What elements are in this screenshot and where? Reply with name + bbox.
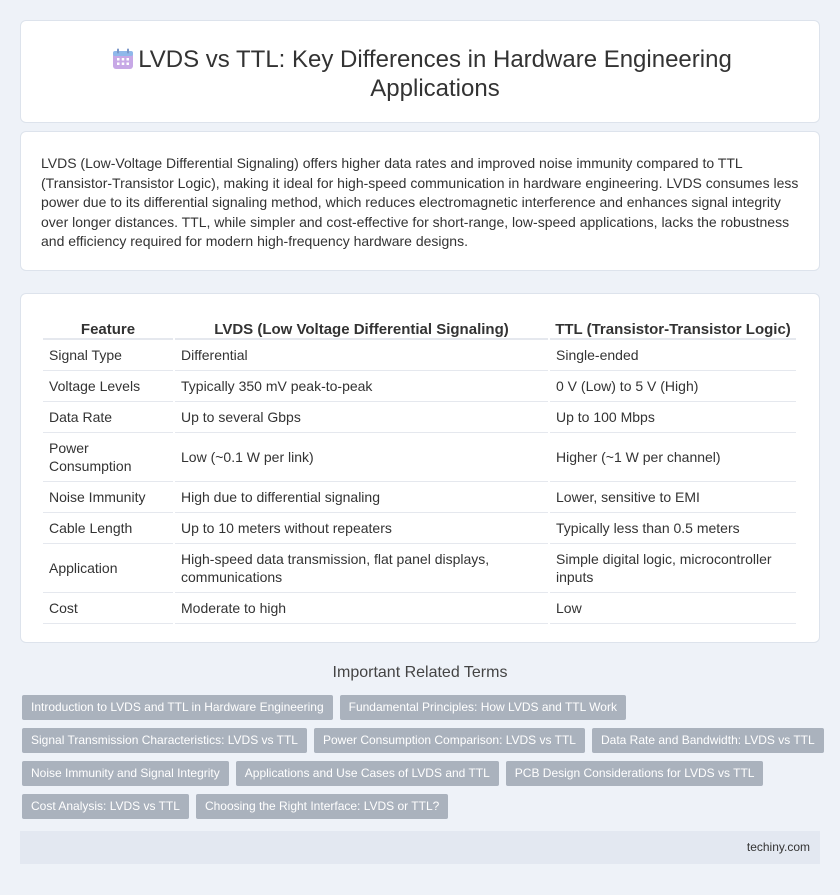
table-row [43,402,796,433]
table-row [43,544,796,593]
table-cell: Lower, sensitive to EMI [550,482,796,513]
table-cell: Power Consumption [43,433,173,482]
column-header-lvds: LVDS (Low Voltage Differential Signaling) [175,316,548,340]
table-cell: Cable Length [43,513,173,544]
table-cell: High-speed data transmission, flat panel displays, communications [175,544,548,593]
comparison-table-card [20,293,820,643]
tag-row [22,761,822,786]
footer-site-link[interactable]: techiny.com [746,840,810,854]
table-header-row [43,316,796,340]
title-card [20,20,820,123]
related-term-tag[interactable]: Cost Analysis: LVDS vs TTL [22,794,189,819]
table-row [43,371,796,402]
table-cell: Noise Immunity [43,482,173,513]
table-cell: Data Rate [43,402,173,433]
footer [20,831,820,864]
table-row [43,593,796,624]
related-terms-list [22,695,822,827]
tag-row [22,695,822,720]
column-header-ttl: TTL (Transistor-Transistor Logic) [550,316,796,340]
related-term-tag[interactable]: Introduction to LVDS and TTL in Hardware Engineering [22,695,333,720]
table-cell: Up to several Gbps [175,402,548,433]
intro-card [20,131,820,271]
tag-row [22,728,822,753]
related-terms-heading: Important Related Terms [332,664,508,681]
page-title: LVDS vs TTL: Key Differences in Hardware Engineering Applications [138,46,732,102]
table-cell: High due to differential signaling [175,482,548,513]
table-cell: Cost [43,593,173,624]
related-term-tag[interactable]: Signal Transmission Characteristics: LVDS vs TTL [22,728,307,753]
table-row [43,513,796,544]
table-cell: Application [43,544,173,593]
table-cell: Differential [175,340,548,371]
related-term-tag[interactable]: Data Rate and Bandwidth: LVDS vs TTL [592,728,824,753]
related-term-tag[interactable]: Power Consumption Comparison: LVDS vs TTL [314,728,585,753]
table-cell: Moderate to high [175,593,548,624]
tag-row [22,794,822,819]
table-cell: Single-ended [550,340,796,371]
table-cell: Signal Type [43,340,173,371]
table-cell: Low [550,593,796,624]
table-cell: Voltage Levels [43,371,173,402]
table-row [43,433,796,482]
table-cell: Up to 100 Mbps [550,402,796,433]
table-cell: Typically 350 mV peak-to-peak [175,371,548,402]
table-row [43,482,796,513]
table-cell: 0 V (Low) to 5 V (High) [550,371,796,402]
related-term-tag[interactable]: Noise Immunity and Signal Integrity [22,761,229,786]
related-term-tag[interactable]: Choosing the Right Interface: LVDS or TTL? [196,794,448,819]
table-row [43,340,796,371]
related-term-tag[interactable]: Fundamental Principles: How LVDS and TTL Work [340,695,626,720]
table-cell: Up to 10 meters without repeaters [175,513,548,544]
table-cell: Higher (~1 W per channel) [550,433,796,482]
table-cell: Typically less than 0.5 meters [550,513,796,544]
column-header-feature: Feature [43,316,173,340]
table-cell: Simple digital logic, microcontroller inputs [550,544,796,593]
related-term-tag[interactable]: Applications and Use Cases of LVDS and TTL [236,761,499,786]
intro-paragraph: LVDS (Low-Voltage Differential Signaling) offers higher data rates and improved noise immunity compared to TTL (Transistor-Transistor Logic), making it ideal for high-speed communication in hardware engineering. LVDS consumes less power due to its differential signaling method, which reduces electromagnetic interference and enhances signal integrity over longer distances. TTL, while simpler and cost-effective for short-range, low-speed applications, lacks the robustness and efficiency required for modern high-frequency hardware designs. [41,155,799,249]
comparison-table [41,316,798,624]
related-term-tag[interactable]: PCB Design Considerations for LVDS vs TTL [506,761,764,786]
table-cell: Low (~0.1 W per link) [175,433,548,482]
